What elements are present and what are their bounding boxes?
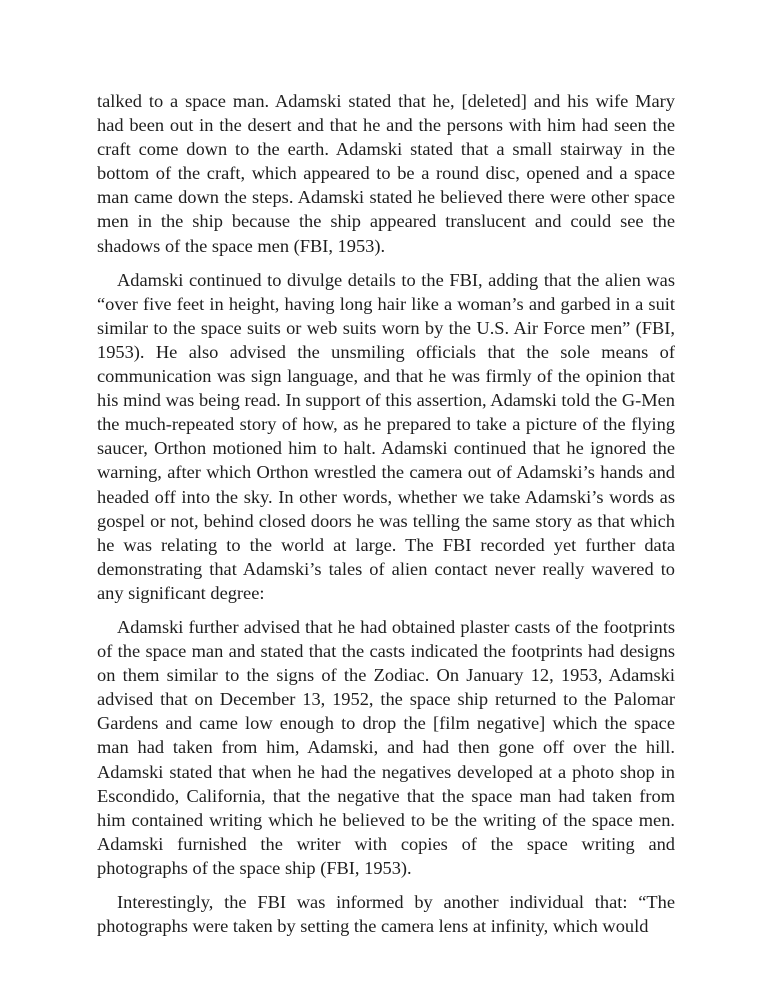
paragraph-adamski-details: Adamski continued to divulge details to the FBI, adding that the alien was “over five feet in height, having long hair like a woman’s and garbed in a suit similar to the space suits or web suits worn by the U.S. Air Force men” (FBI, 1953). He also advised the unsmiling officials that the sole means of communication was sign language, and that he was firmly of the opinion that his mind was being read. In support of this assertion, Adamski told the G-Men the much-repeated story of how, as he prepared to take a picture of the flying saucer, Orthon motioned him to halt. Adamski continued that he ignored the warning, after which Orthon wrestled the camera out of Adamski’s hands and headed off into the sky. In other words, whether we take Adamski’s words as gospel or not, behind closed doors he was telling the same story as that which he was relating to the world at large. The FBI recorded yet further data demonstrating that Adamski’s tales of alien contact never really wavered to any significant degree: — [97, 269, 675, 603]
paragraph-plaster-casts-quote: Adamski further advised that he had obtained plaster casts of the footprints of the space man and stated that the casts indicated the footprints had designs on them similar to the signs of the Zodiac. On January 12, 1953, Adamski advised that on December 13, 1952, the space ship returned to the Palomar Gardens and came low enough to drop the [film negative] which the space man had taken from him, Adamski, and had then gone off over the hill. Adamski stated that when he had the negatives developed at a photo shop in Escondido, California, that the negative that the space man had taken from him contained writing which he believed to be the writing of the space men. Adamski furnished the writer with copies of the space writing and photographs of the space ship (FBI, 1953). — [97, 616, 675, 878]
document-page — [97, 89, 675, 948]
paragraph-continued-quote: talked to a space man. Adamski stated that he, [deleted] and his wife Mary had been out in the desert and that he and the persons with him had seen the craft come down to the earth. Adamski stated that a small stairway in the bottom of the craft, which appeared to be a round disc, opened and a space man came down the steps. Adamski stated he believed there were other space men in the ship because the ship appeared translucent and could see the shadows of the space men (FBI, 1953). — [97, 91, 675, 256]
paragraph-photographs: Interestingly, the FBI was informed by another individual that: “The photographs were taken by setting the camera lens at infinity, which would — [97, 892, 675, 937]
